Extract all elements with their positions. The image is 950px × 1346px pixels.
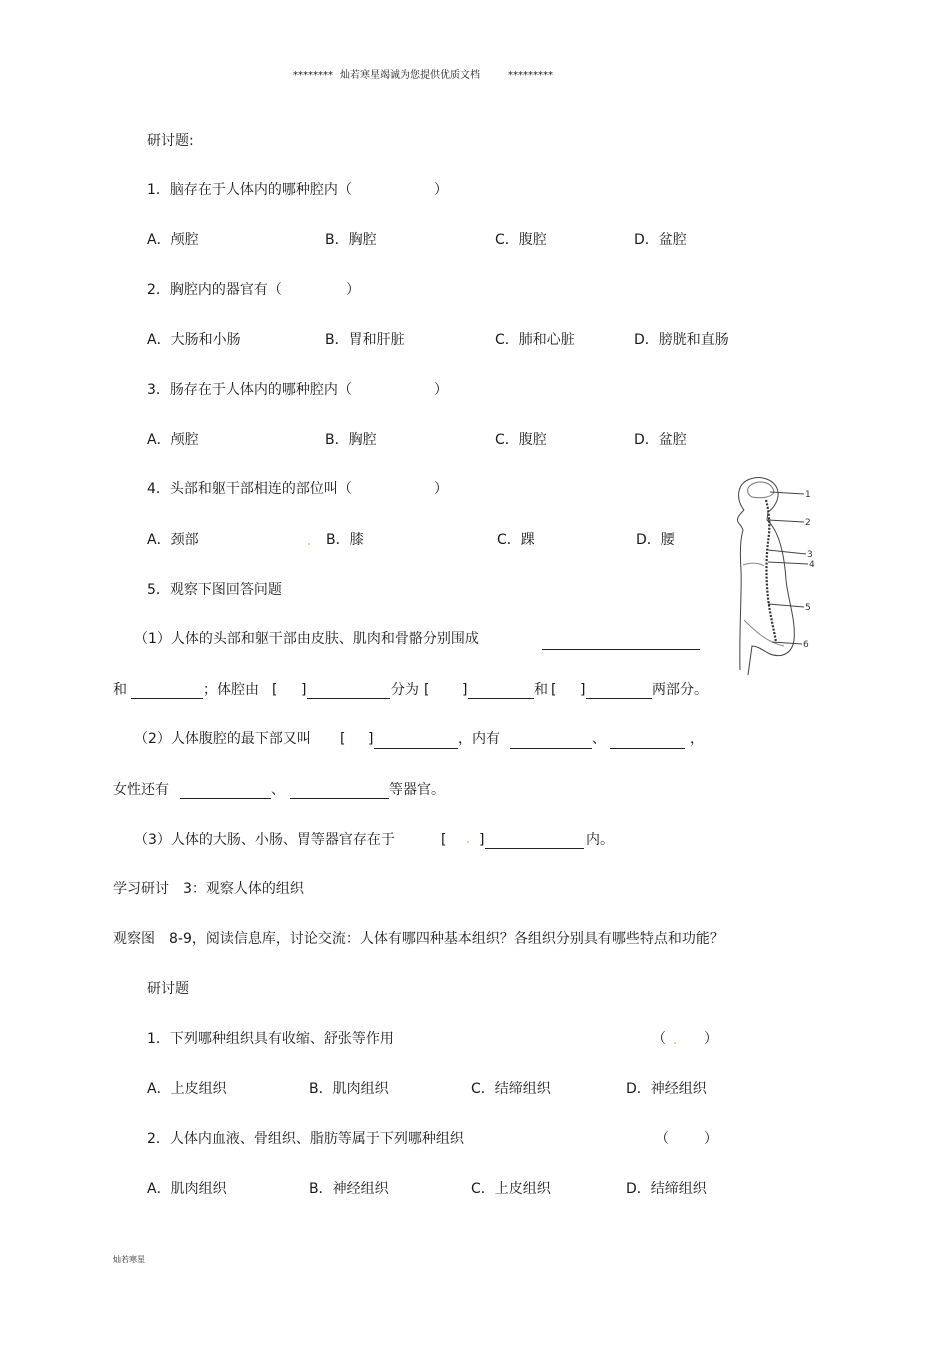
q5-part1-tail: 两部分。 (652, 682, 708, 698)
q4-option-b: B．膝 (326, 532, 364, 548)
blank-line (290, 798, 389, 799)
bracket-open: [ (441, 832, 447, 848)
question-3-text: 3．肠存在于人体内的哪种腔内（ (147, 382, 352, 398)
bracket-open: [ (272, 682, 278, 698)
section-intro: 观察图 8-9，阅读信息库，讨论交流：人体有哪四种基本组织？各组织分别具有哪些特点和功能？ (113, 931, 724, 947)
header-stars-right: ********* (508, 70, 553, 81)
header-title: 灿若寒星竭诚为您提供优质文档 (340, 70, 480, 81)
q5-part2-line2: 女性还有 (113, 782, 169, 798)
q1-option-b: B．胸腔 (325, 232, 377, 248)
q5-part1-and2: 和 (534, 682, 548, 698)
q2-option-a: A．大肠和小肠 (147, 332, 241, 348)
question-2-close: ） (346, 282, 360, 298)
figure-label-3: 3 (807, 550, 813, 560)
separator: 、 (592, 731, 606, 747)
q3-option-d: D．盆腔 (634, 432, 687, 448)
tq1-option-a: A．上皮组织 (147, 1081, 227, 1097)
tq1-option-c: C．结缔组织 (471, 1081, 551, 1097)
tissue-question-1-text: 1．下列哪种组织具有收缩、舒张等作用 (147, 1031, 394, 1047)
q1-option-a: A．颅腔 (147, 232, 199, 248)
tq2-option-d: D．结缔组织 (626, 1181, 707, 1197)
q3-option-b: B．胸腔 (325, 432, 377, 448)
tissue-question-2-text: 2．人体内血液、骨组织、脂肪等属于下列哪种组织 (147, 1131, 464, 1147)
discussion-heading: 研讨题: (147, 133, 194, 149)
human-body-cavity-figure (726, 470, 822, 686)
q1-option-d: D．盆腔 (634, 232, 687, 248)
question-2-text: 2．胸腔内的器官有（ (147, 282, 282, 298)
q5-part1-divided: 分为 (391, 682, 419, 698)
blank-line (586, 698, 652, 699)
tq2-option-b: B．神经组织 (309, 1181, 389, 1197)
bracket-close: ] (368, 731, 374, 747)
blank-line (374, 748, 458, 749)
figure-label-4: 4 (809, 560, 815, 570)
answer-bracket-close: ） (704, 1131, 718, 1147)
q4-option-d: D．腰 (636, 532, 675, 548)
tq1-option-d: D．神经组织 (626, 1081, 707, 1097)
q5-part3-tail: 内。 (586, 832, 614, 848)
q5-part1-and: 和 (113, 682, 127, 698)
question-4-close: ） (434, 481, 448, 497)
tq2-option-c: C．上皮组织 (471, 1181, 551, 1197)
blank-line (510, 748, 592, 749)
q5-part2-line1: （2）人体腹腔的最下部又叫 (134, 731, 311, 747)
blank-line (610, 748, 685, 749)
bracket-open: [ (340, 731, 346, 747)
answer-bracket-open: （ (655, 1131, 669, 1147)
figure-label-6: 6 (803, 640, 809, 650)
blank-line (307, 698, 390, 699)
stray-dot (674, 1042, 676, 1044)
q3-option-c: C．腹腔 (495, 432, 547, 448)
section-title: 学习研讨 3：观察人体的组织 (113, 881, 304, 897)
question-1-close: ） (434, 182, 448, 198)
q3-option-a: A．颅腔 (147, 432, 199, 448)
q5-part2-inner: ，内有 (458, 731, 500, 747)
blank-line (542, 649, 700, 650)
blank-line (485, 848, 584, 849)
bracket-close: ] (301, 682, 307, 698)
q1-option-c: C．腹腔 (495, 232, 547, 248)
q5-part1-line1: （1）人体的头部和躯干部由皮肤、肌肉和骨骼分别围成 (134, 631, 479, 647)
bracket-open: [ (424, 682, 430, 698)
q2-option-b: B．胃和肝脏 (325, 332, 405, 348)
figure-label-5: 5 (805, 603, 811, 613)
q4-option-c: C．踝 (497, 532, 535, 548)
bracket-open: [ (551, 682, 557, 698)
q2-option-c: C．肺和心脏 (495, 332, 575, 348)
stray-dot (467, 841, 469, 843)
q2-option-d: D．膀胱和直肠 (634, 332, 729, 348)
bracket-close: ] (462, 682, 468, 698)
bracket-close: ] (580, 682, 586, 698)
footer-text: 灿若寒星 (113, 1255, 145, 1264)
comma: ， (690, 731, 704, 747)
figure-label-2: 2 (805, 518, 811, 528)
q5-part1-cavity: ；体腔由 (203, 682, 259, 698)
answer-bracket-open: （ (652, 1031, 666, 1047)
question-4-text: 4．头部和躯干部相连的部位叫（ (147, 481, 352, 497)
discussion-heading-2: 研讨题 (147, 981, 189, 997)
header-stars-left: ******** (293, 70, 333, 81)
q5-part3-text: （3）人体的大肠、小肠、胃等器官存在于 (134, 832, 395, 848)
tq1-option-b: B．肌肉组织 (309, 1081, 389, 1097)
stray-dot (308, 543, 310, 545)
question-5-text: 5．观察下图回答问题 (147, 582, 282, 598)
answer-bracket-close: ） (704, 1031, 718, 1047)
question-3-close: ） (434, 382, 448, 398)
figure-label-1: 1 (805, 490, 811, 500)
blank-line (180, 798, 271, 799)
q5-part2-tail: 等器官。 (389, 782, 445, 798)
blank-line (468, 698, 534, 699)
tq2-option-a: A．肌肉组织 (147, 1181, 227, 1197)
q4-option-a: A．颈部 (147, 532, 199, 548)
separator: 、 (271, 782, 285, 798)
question-1-text: 1．脑存在于人体内的哪种腔内（ (147, 182, 352, 198)
blank-line (131, 698, 203, 699)
bracket-close: ] (479, 832, 485, 848)
